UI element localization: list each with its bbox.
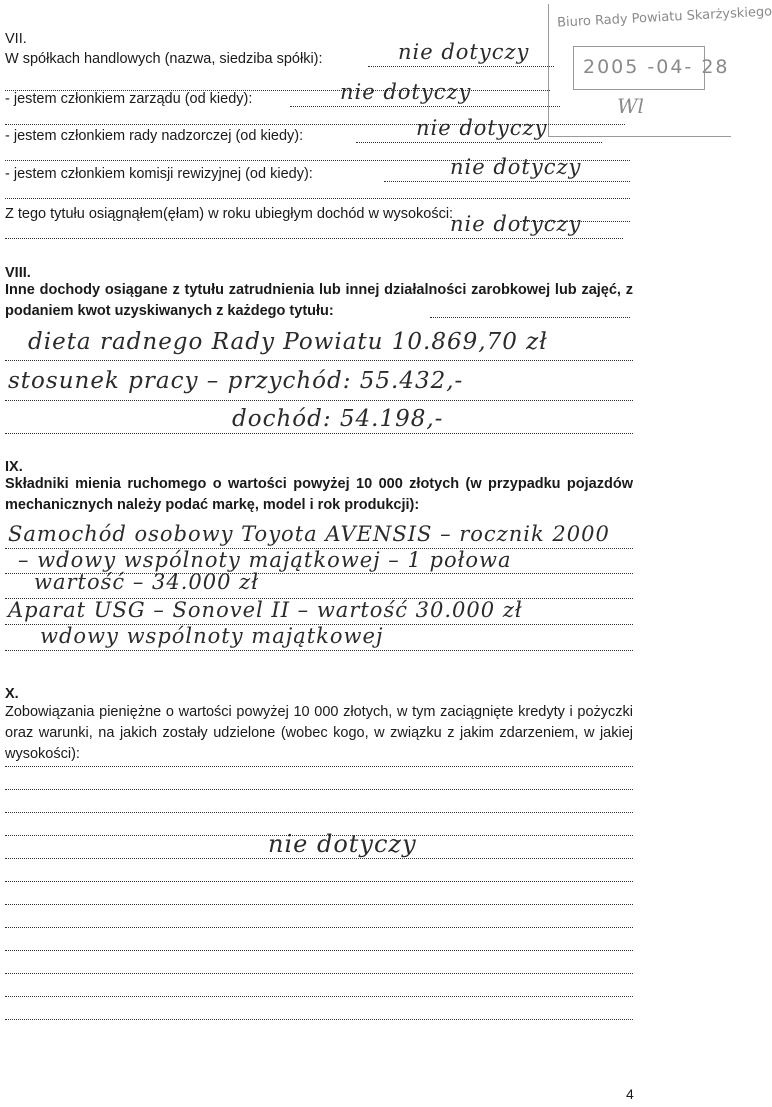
dotted-line [368,66,554,67]
movable-line-2: – wdowy wspólnoty majątkowej – 1 połowa [18,548,512,572]
movable-line-1: Samochód osobowy Toyota AVENSIS – rocznik 2000 [8,522,610,546]
supervisory-label: - jestem członkiem rady nadzorczej (od kiedy): [5,128,304,144]
board-label: - jestem członkiem zarządu (od kiedy): [5,91,253,107]
dotted-line [5,858,633,859]
page-number: 4 [626,1086,634,1102]
section-viii-question: Inne dochody osiągane z tytułu zatrudnienia lub innej działalności zarobkowej lub zajęć, z podaniem kwot uzyskiwanych z każdego tytułu: [5,282,633,319]
dotted-line [356,142,602,143]
dotted-line [5,433,633,434]
income-answer: nie dotyczy [450,212,582,236]
dotted-line [430,317,630,318]
audit-label: - jestem członkiem komisji rewizyjnej (od kiedy): [5,166,313,182]
stamp-signature: Wl [617,94,644,118]
audit-answer: nie dotyczy [450,155,582,179]
section-viii-number: VIII. [5,265,31,281]
section-ix-number: IX. [5,459,23,475]
dotted-line [5,812,633,813]
dotted-line [5,996,633,997]
dotted-line [5,973,633,974]
income-line-2: stosunek pracy – przychód: 55.432,- [8,368,464,394]
income-line-3: dochód: 54.198,- [232,406,444,432]
dotted-line [5,360,633,361]
dotted-line [5,766,633,767]
companies-label: W spółkach handlowych (nazwa, siedziba spółki): [5,51,323,67]
movable-line-4: Aparat USG – Sonovel II – wartość 30.000 zł [8,598,523,622]
dotted-line [5,904,633,905]
dotted-line [290,106,560,107]
stamp-date: 2005 -04- 28 [583,56,730,78]
movable-line-5: wdowy wspólnoty majątkowej [40,624,384,648]
dotted-line [5,789,633,790]
dotted-line [5,198,630,199]
supervisory-answer: nie dotyczy [416,116,548,140]
board-answer: nie dotyczy [340,80,472,104]
section-ix-question: Składniki mienia ruchomego o wartości powyżej 10 000 złotych (w przypadku pojazdów mechanicznych należy podać markę, model i rok produkcji): [5,476,633,513]
registry-stamp [548,4,772,137]
stamp-title: Biuro Rady Powiatu Skarżyskiego [556,4,772,31]
dotted-line [5,881,633,882]
income-line-1: dieta radnego Rady Powiatu 10.869,70 zł [28,329,548,355]
dotted-line [384,181,630,182]
dotted-line [5,400,633,401]
dotted-line [5,238,623,239]
income-label: Z tego tytułu osiągnąłem(ęłam) w roku ubiegłym dochód w wysokości: [5,206,454,222]
dotted-line [5,1019,633,1020]
dotted-line [5,950,633,951]
section-x-number: X. [5,686,19,702]
dotted-line [5,927,633,928]
movable-line-3: wartość – 34.000 zł [34,570,260,594]
companies-answer: nie dotyczy [398,40,530,64]
section-vii-number: VII. [5,31,27,47]
liabilities-answer: nie dotyczy [268,830,417,858]
section-x-question: Zobowiązania pieniężne o wartości powyżej 10 000 złotych, w tym zaciągnięte kredyty i pożyczki oraz warunki, na jakich zostały udzielone (wobec kogo, w związku z jakim zdarzeniem, w jakiej wysokości): [5,704,633,762]
dotted-line [5,650,633,651]
